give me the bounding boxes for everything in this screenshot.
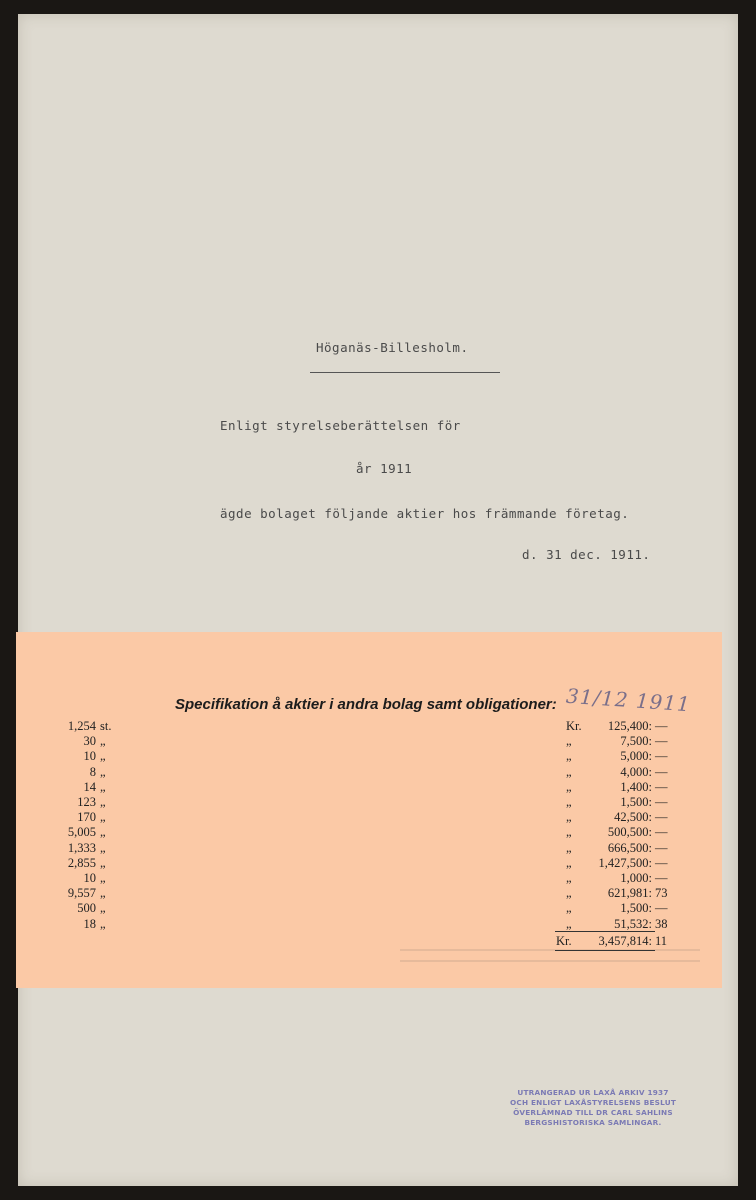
total-row (0, 933, 756, 949)
ore-cell: — (655, 840, 668, 855)
quantity-cell: 1,333 (67, 840, 96, 855)
table-row (0, 900, 756, 916)
amount-cell: 666,500: (607, 840, 652, 855)
archive-stamp (498, 1088, 688, 1128)
currency-cell: „ (566, 734, 572, 749)
currency-cell: „ (566, 810, 572, 825)
currency-cell: Kr. (566, 719, 582, 733)
intro-line-2: år 1911 (356, 461, 413, 476)
stamp-line: UTRANGERAD UR LAXÅ ARKIV 1937 (517, 1088, 669, 1097)
quantity-cell: 10 (83, 749, 96, 764)
amount-cell: 4,000: (620, 764, 652, 779)
intro-line-1: Enligt styrelseberättelsen för (220, 418, 461, 433)
quantity-cell: 18 (83, 916, 96, 931)
table-row (0, 840, 756, 856)
quantity-cell: 170 (77, 810, 96, 825)
table-row (0, 794, 756, 810)
unit-cell: „ (100, 764, 106, 779)
table-row (0, 733, 756, 749)
amount-cell: 500,500: (607, 825, 652, 840)
amount-cell: 1,427,500: (598, 855, 652, 870)
currency-cell: „ (566, 916, 572, 931)
ore-cell: — (655, 901, 668, 916)
intro-line-3: ägde bolaget följande aktier hos främmande företag. (220, 506, 630, 521)
unit-cell: „ (100, 855, 106, 870)
amount-cell: 42,500: (614, 810, 652, 825)
currency-cell: „ (566, 901, 572, 916)
unit-cell: „ (100, 825, 106, 840)
quantity-cell: 1,254 (67, 719, 96, 733)
currency-cell: „ (566, 871, 572, 885)
currency-cell: „ (566, 764, 572, 779)
unit-cell: „ (100, 916, 106, 931)
total-currency: Kr. (556, 934, 572, 948)
total-rule-top (555, 931, 655, 932)
unit-cell: „ (100, 901, 106, 916)
currency-cell: „ (566, 795, 572, 809)
specification-title: Specifikation å aktier i andra bolag samt obligationer: (175, 696, 557, 713)
unit-cell: „ (100, 886, 106, 901)
ore-cell: — (655, 749, 668, 764)
stamp-line: ÖVERLÄMNAD TILL DR CARL SAHLINS (513, 1108, 673, 1117)
title-underline (310, 372, 500, 373)
quantity-cell: 14 (83, 779, 96, 794)
unit-cell: „ (100, 779, 106, 794)
total-ore: 11 (655, 934, 668, 948)
currency-cell: „ (566, 749, 572, 764)
table-row (0, 824, 756, 840)
ore-cell: — (655, 825, 668, 840)
currency-cell: „ (566, 779, 572, 794)
unit-cell: st. (100, 719, 112, 733)
unit-cell: „ (100, 795, 106, 809)
ore-cell: — (655, 871, 668, 885)
amount-cell: 1,400: (620, 779, 652, 794)
quantity-cell: 500 (77, 901, 96, 916)
table-row (0, 779, 756, 795)
ore-cell: — (655, 810, 668, 825)
ore-cell: 73 (655, 886, 668, 901)
ore-cell: — (655, 764, 668, 779)
ore-cell: — (655, 719, 668, 733)
document-date: d. 31 dec. 1911. (522, 547, 651, 562)
table-row (0, 748, 756, 764)
table-row (0, 855, 756, 871)
amount-cell: 621,981: (607, 886, 652, 901)
ore-cell: 38 (655, 916, 668, 931)
ore-cell: — (655, 779, 668, 794)
table-row (0, 718, 756, 734)
quantity-cell: 2,855 (67, 855, 96, 870)
unit-cell: „ (100, 840, 106, 855)
amount-cell: 125,400: (607, 719, 652, 733)
unit-cell: „ (100, 810, 106, 825)
currency-cell: „ (566, 855, 572, 870)
quantity-cell: 5,005 (67, 825, 96, 840)
quantity-cell: 9,557 (67, 886, 96, 901)
document-page (18, 14, 738, 1186)
handwritten-date: 31/12 1911 (565, 683, 692, 717)
quantity-cell: 8 (89, 764, 96, 779)
amount-cell: 5,000: (620, 749, 652, 764)
table-row (0, 916, 756, 932)
table-row (0, 870, 756, 886)
document-title: Höganäs-Billesholm. (316, 340, 469, 355)
amount-cell: 7,500: (620, 734, 652, 749)
currency-cell: „ (566, 886, 572, 901)
ore-cell: — (655, 734, 668, 749)
table-row (0, 885, 756, 901)
amount-cell: 1,500: (620, 901, 652, 916)
amount-cell: 1,000: (620, 871, 652, 885)
unit-cell: „ (100, 734, 106, 749)
currency-cell: „ (566, 825, 572, 840)
quantity-cell: 30 (83, 734, 96, 749)
unit-cell: „ (100, 871, 106, 885)
amount-cell: 1,500: (620, 795, 652, 809)
quantity-cell: 10 (83, 871, 96, 885)
ore-cell: — (655, 795, 668, 809)
table-row (0, 764, 756, 780)
stamp-line: OCH ENLIGT LAXÅSTYRELSENS BESLUT (509, 1098, 676, 1107)
ore-cell: — (655, 855, 668, 870)
unit-cell: „ (100, 749, 106, 764)
stamp-line: BERGSHISTORISKA SAMLINGAR. (524, 1118, 662, 1127)
currency-cell: „ (566, 840, 572, 855)
amount-cell: 51,532: (614, 916, 652, 931)
total-amount: 3,457,814: (598, 934, 652, 948)
total-rule-bottom (555, 950, 655, 951)
quantity-cell: 123 (77, 795, 96, 809)
table-row (0, 809, 756, 825)
